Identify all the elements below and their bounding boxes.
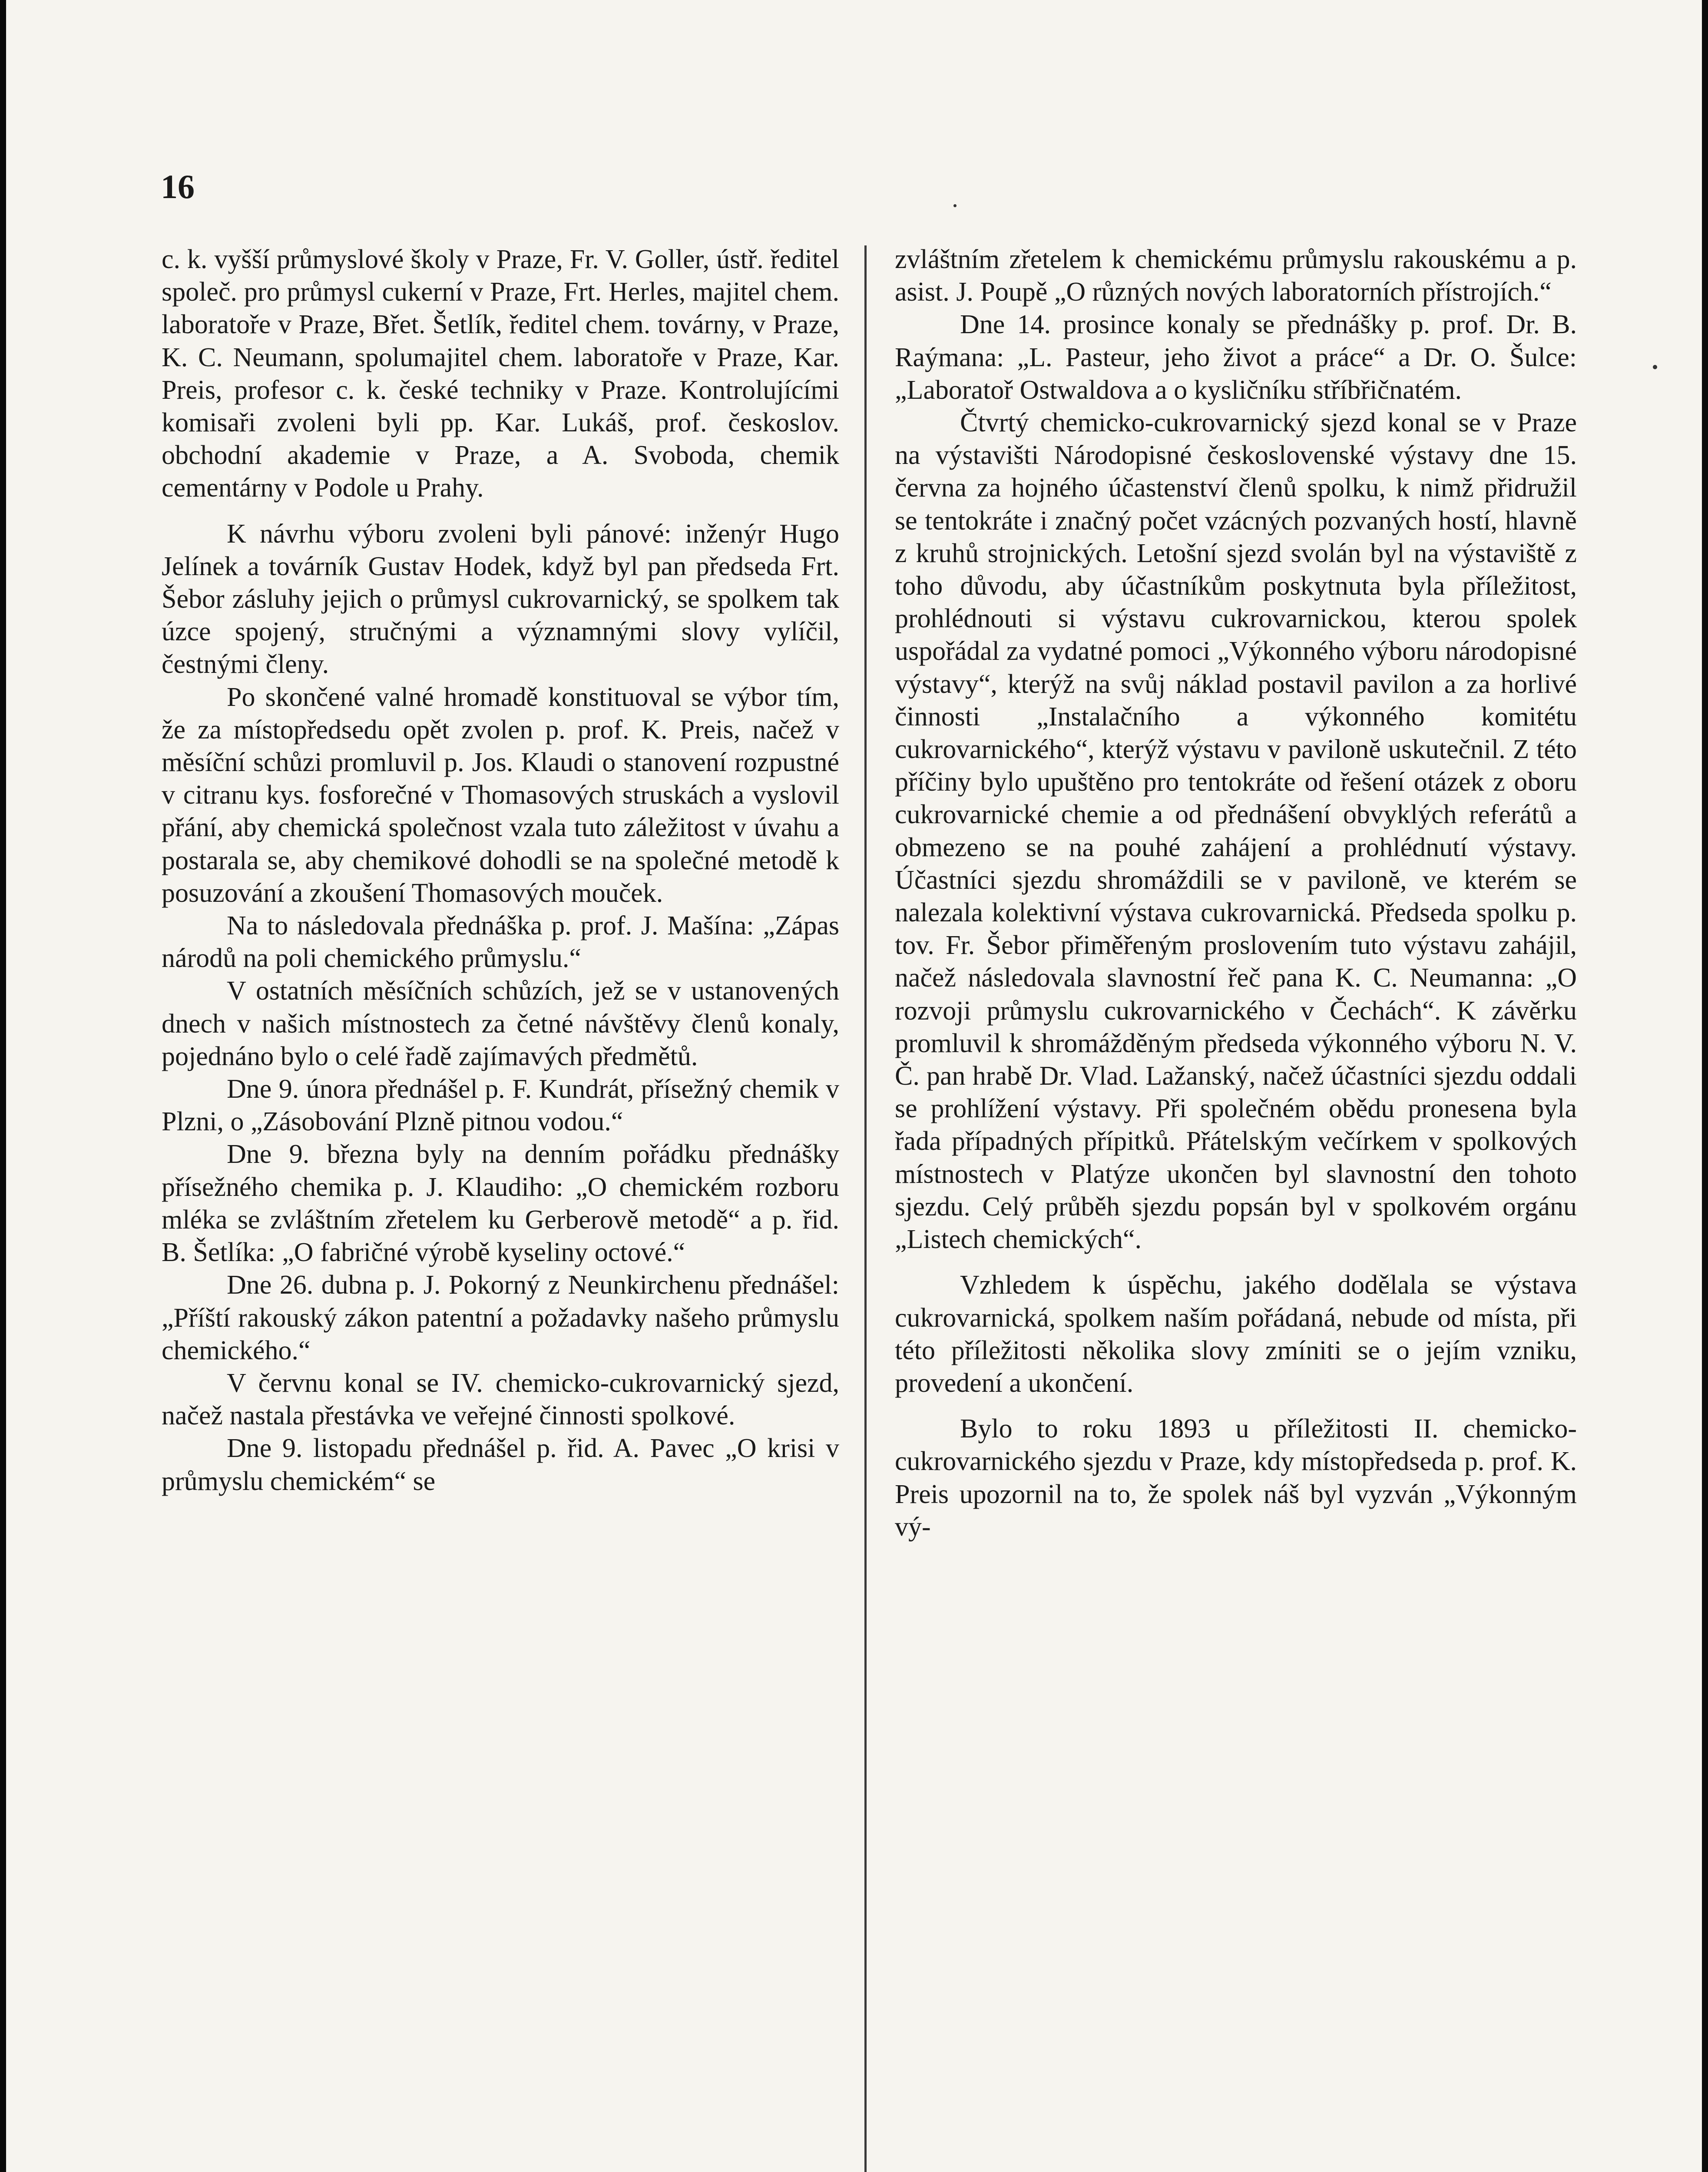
scan-speck	[1653, 365, 1657, 369]
paragraph: V červnu konal se IV. chemicko-cukrovarnický sjezd, načež nastala přestávka ve veřejné činnosti spolkové.	[162, 1368, 839, 1431]
scan-border-left	[0, 0, 6, 2172]
paragraph: Po skončené valné hromadě konstituoval se výbor tím, že za místopředsedu opět zvolen p. prof. K. Preis, načež v měsíční schůzi promluvil p. Jos. Klaudi o stanovení rozpustné v citranu kys. fosforečné v Thomasových struskách a vyslovil přání, aby chemická společnost vzala tuto záležitost v úvahu a postarala se, aby chemikové dohodli se na společné metodě k posuzování a zkoušení Thomasových mouček.	[162, 682, 839, 908]
paragraph: Dne 9. února přednášel p. F. Kundrát, přísežný chemik v Plzni, o „Zásobování Plzně pitnou vodou.“	[162, 1074, 839, 1137]
paragraph: Čtvrtý chemicko-cukrovarnický sjezd konal se v Praze na výstavišti Národopisné československé výstavy dne 15. června za hojného účastenství členů spolku, k nimž přidružil se tentokráte i značný počet vzácných pozvaných hostí, hlavně z kruhů strojnických. Letošní sjezd svolán byl na výstaviště z toho důvodu, aby účastníkům poskytnuta byla příležitost, prohlédnouti si výstavu cukrovarnickou, kterou spolek uspořádal za vydatné pomoci „Výkonného výboru národopisné výstavy“, kterýž na svůj náklad postavil pavilon a za horlivé činnosti „Instalačního a výkonného komitétu cukrovarnického“, kterýž výstavu v pavilonĕ uskutečnil. Z této příčiny bylo upuštěno pro tentokráte od řešení otázek z oboru cukrovarnické chemie a od přednášení obvyklých referátů a obmezeno se na pouhé zahájení a prohlédnutí výstavy. Účastníci sjezdu shromáždili se v pavilonĕ, ve kterém se nalezala kolektivní výstava cukrovarnická. Předseda spolku p. tov. Fr. Šebor přiměřeným proslovením tuto výstavu zahájil, načež následovala slavnostní řeč pana K. C. Neumanna: „O rozvoji průmyslu cukrovarnického v Čechách“. K závěrku promluvil k shromážděným předseda výkonného výboru N. V. Č. pan hrabě Dr. Vlad. Lažanský, načež účastníci sjezdu oddali se prohlížení výstavy. Při společném obědu pronesena byla řada případných přípitků. Přátelským večírkem v spolkových místnostech v Platýze ukončen byl slavnostní den tohoto sjezdu. Celý průběh sjezdu popsán byl v spolkovém orgánu „Listech chemických“.	[895, 408, 1577, 1255]
paragraph: zvláštním zřetelem k chemickému průmyslu rakouskému a p. asist. J. Poupě „O různých nových laboratorních přístrojích.“	[895, 245, 1577, 307]
paragraph: Dne 9. března byly na denním pořádku přednášky přísežného chemika p. J. Klaudiho: „O chemickém rozboru mléka se zvláštním zřetelem ku Gerberově metodě“ a p. řid. B. Šetlíka: „O fabričné výrobě kyseliny octové.“	[162, 1139, 839, 1268]
scan-speck	[953, 204, 957, 207]
paragraph: Dne 14. prosince konaly se přednášky p. prof. Dr. B. Raýmana: „L. Pasteur, jeho život a práce“ a Dr. O. Šulce: „Laboratoř Ostwaldova a o kysličníku stříbřičnatém.	[895, 310, 1577, 405]
paragraph: Na to následovala přednáška p. prof. J. Mašína: „Zápas národů na poli chemického průmyslu.“	[162, 911, 839, 973]
paragraph: Bylo to roku 1893 u příležitosti II. chemicko-cukrovarnického sjezdu v Praze, kdy místopředseda p. prof. K. Preis upozornil na to, že spolek náš byl vyzván „Výkonným vý-	[895, 1414, 1577, 1542]
scan-border-right	[1702, 0, 1708, 2172]
left-column	[162, 243, 839, 2172]
paragraph: c. k. vyšší průmyslové školy v Praze, Fr. V. Goller, ústř. ředitel společ. pro průmysl cukerní v Praze, Frt. Herles, majitel chem. laboratoře v Praze, Břet. Šetlík, ředitel chem. továrny, v Praze, K. C. Neumann, spolumajitel chem. laboratoře v Praze, Kar. Preis, profesor c. k. české techniky v Praze. Kontrolujícími komisaři zvoleni byli pp. Kar. Lukáš, prof. českoslov. obchodní akademie v Praze, a A. Svoboda, chemik cementárny v Podole u Prahy.	[162, 245, 839, 503]
paragraph: Dne 26. dubna p. J. Pokorný z Neunkirchenu přednášel: „Příští rakouský zákon patentní a požadavky našeho průmyslu chemického.“	[162, 1270, 839, 1365]
paragraph: K návrhu výboru zvoleni byli pánové: inženýr Hugo Jelínek a továrník Gustav Hodek, když byl pan předseda Frt. Šebor zásluhy jejich o průmysl cukrovarnický, se spolkem tak úzce spojený, stručnými a významnými slovy vylíčil, čestnými členy.	[162, 519, 839, 679]
column-divider	[864, 245, 867, 2172]
page-number: 16	[161, 168, 195, 205]
paragraph: Dne 9. listopadu přednášel p. řid. A. Pavec „O krisi v průmyslu chemickém“ se	[162, 1434, 839, 1496]
paragraph: V ostatních měsíčních schůzích, jež se v ustanovených dnech v našich místnostech za četné návštěvy členů konaly, pojednáno bylo o celé řadě zajímavých předmětů.	[162, 976, 839, 1071]
paragraph: Vzhledem k úspěchu, jakého dodělala se výstava cukrovarnická, spolkem naším pořádaná, nebude od místa, při této příležitosti několika slovy zmíniti se o jejím vzniku, provedení a ukončení.	[895, 1270, 1577, 1398]
right-column	[895, 243, 1577, 2172]
